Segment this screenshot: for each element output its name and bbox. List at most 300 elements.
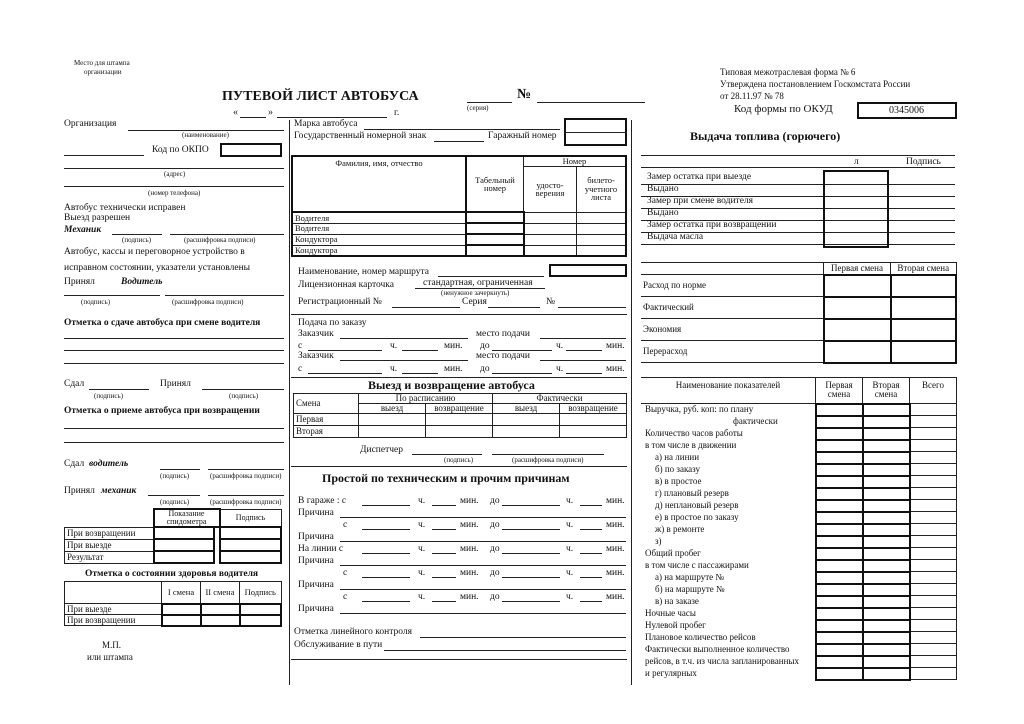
liter-header: л bbox=[854, 157, 859, 167]
to-label: до bbox=[490, 544, 500, 554]
indicator-label: Выручка, руб. коп: по плану bbox=[641, 404, 816, 416]
indicator-cell[interactable] bbox=[816, 512, 863, 524]
fuel-row-label: Выдано bbox=[647, 184, 679, 194]
series-line[interactable] bbox=[467, 102, 512, 103]
health-cell[interactable] bbox=[240, 615, 282, 626]
crew-cell[interactable] bbox=[577, 223, 627, 234]
indicator-cell[interactable] bbox=[863, 608, 910, 620]
good-state-text: исправном состоянии, указатели установлены bbox=[64, 263, 251, 273]
cons-cell[interactable] bbox=[824, 341, 891, 363]
indicator-cell[interactable] bbox=[910, 536, 957, 548]
reason-line[interactable] bbox=[340, 517, 626, 518]
ticket-header: билето-учетного листа bbox=[577, 166, 627, 212]
dispatcher-label: Диспетчер bbox=[360, 445, 403, 455]
indicator-cell[interactable] bbox=[910, 608, 957, 620]
series-label: Серия bbox=[462, 297, 487, 307]
indicator-cell[interactable] bbox=[863, 512, 910, 524]
to-label: до bbox=[490, 520, 500, 530]
indicator-cell[interactable] bbox=[910, 584, 957, 596]
indicator-cell[interactable] bbox=[910, 620, 957, 632]
h-label: ч. bbox=[566, 592, 574, 602]
crew-cell[interactable] bbox=[524, 245, 577, 256]
indicator-cell[interactable] bbox=[910, 452, 957, 464]
indicator-cell[interactable] bbox=[910, 548, 957, 560]
indicator-row bbox=[641, 512, 957, 524]
indicator-cell[interactable] bbox=[910, 416, 957, 428]
reason-label: Причина bbox=[298, 532, 334, 542]
downtime-from-label: На линии с bbox=[298, 544, 344, 554]
departure-table bbox=[293, 393, 627, 438]
crew-cell[interactable] bbox=[577, 245, 627, 256]
indicator-cell[interactable] bbox=[910, 632, 957, 644]
downtime-hour-line[interactable] bbox=[432, 505, 456, 506]
h-label: ч. bbox=[418, 592, 426, 602]
downtime-hour-line[interactable] bbox=[432, 577, 456, 578]
min-label: мин. bbox=[606, 341, 625, 351]
health-row-label: При возвращении bbox=[65, 615, 162, 626]
took-label: Принял bbox=[160, 379, 191, 389]
customer-line[interactable] bbox=[340, 360, 468, 361]
indicator-cell[interactable] bbox=[863, 668, 910, 680]
indicator-cell[interactable] bbox=[910, 500, 957, 512]
cons-cell[interactable] bbox=[891, 297, 957, 319]
indicator-cell[interactable] bbox=[910, 560, 957, 572]
indicator-cell[interactable] bbox=[910, 488, 957, 500]
crew-cell[interactable] bbox=[577, 212, 627, 223]
shift1-header: Первая смена bbox=[824, 263, 891, 275]
route-box[interactable] bbox=[549, 264, 627, 277]
indicator-cell[interactable] bbox=[910, 476, 957, 488]
h-label: ч. bbox=[556, 341, 564, 351]
indicators-table bbox=[641, 377, 957, 681]
indicator-cell[interactable] bbox=[816, 440, 863, 452]
reason-label: Причина bbox=[298, 508, 334, 518]
indicator-cell[interactable] bbox=[816, 452, 863, 464]
departure-cell[interactable] bbox=[493, 426, 560, 438]
h-label: ч. bbox=[556, 364, 564, 374]
order-from-date-line[interactable] bbox=[308, 373, 382, 374]
mechanic-sign-line[interactable] bbox=[112, 234, 162, 235]
order-to-hour-line[interactable] bbox=[566, 373, 602, 374]
mech-return-sign-line[interactable] bbox=[148, 495, 200, 496]
handover-title: Отметка о сдаче автобуса при смене водителя bbox=[64, 318, 261, 328]
speedo-cell[interactable] bbox=[154, 527, 214, 539]
indicator-cell[interactable] bbox=[863, 416, 910, 428]
indicator-label: а) на маршруте № bbox=[641, 572, 816, 584]
departure-cell[interactable] bbox=[426, 426, 493, 438]
crew-table bbox=[291, 155, 627, 257]
driver-decode-line[interactable] bbox=[165, 295, 284, 296]
indicators-shift1-header: Первая смена bbox=[816, 378, 863, 404]
to-label: до bbox=[490, 496, 500, 506]
okud-code-box bbox=[857, 102, 957, 119]
indicator-cell[interactable] bbox=[910, 572, 957, 584]
column-divider bbox=[289, 120, 290, 685]
indicator-row bbox=[641, 560, 957, 572]
indicator-row bbox=[641, 548, 957, 560]
line-control-line[interactable] bbox=[420, 637, 626, 638]
speedo-sign-cell[interactable] bbox=[220, 551, 282, 563]
order-to-date-line[interactable] bbox=[492, 373, 552, 374]
downtime-to-date-line[interactable] bbox=[502, 505, 560, 506]
mechanic-decode-line[interactable] bbox=[170, 234, 284, 235]
indicator-row bbox=[641, 656, 957, 668]
downtime-date-line[interactable] bbox=[362, 553, 410, 554]
indicator-row bbox=[641, 608, 957, 620]
indicator-cell[interactable] bbox=[816, 524, 863, 536]
series-hint: (серия) bbox=[467, 104, 489, 112]
health-cell[interactable] bbox=[162, 604, 201, 615]
downtime-hour-line[interactable] bbox=[432, 553, 456, 554]
stamp-org-label: организации bbox=[84, 68, 122, 76]
indicator-cell[interactable] bbox=[863, 500, 910, 512]
driver-return-sign-line[interactable] bbox=[160, 469, 200, 470]
fuel-row-line bbox=[641, 244, 955, 245]
h-label: ч. bbox=[418, 568, 426, 578]
downtime-to-hour-line[interactable] bbox=[580, 577, 602, 578]
indicator-cell[interactable] bbox=[863, 464, 910, 476]
crew-cell[interactable] bbox=[466, 245, 524, 256]
indicator-cell[interactable] bbox=[816, 476, 863, 488]
min-label: мин. bbox=[606, 568, 625, 578]
indicator-label: фактически bbox=[641, 416, 816, 428]
to-label: до bbox=[490, 568, 500, 578]
return-line[interactable] bbox=[64, 442, 284, 443]
cons-cell[interactable] bbox=[824, 275, 891, 297]
indicator-cell[interactable] bbox=[863, 488, 910, 500]
indicator-cell[interactable] bbox=[816, 656, 863, 668]
okpo-line[interactable] bbox=[64, 155, 144, 156]
okud-code: 0345006 bbox=[889, 105, 924, 116]
indicator-cell[interactable] bbox=[910, 428, 957, 440]
indicator-row bbox=[641, 668, 957, 680]
driver-sign-line[interactable] bbox=[64, 295, 160, 296]
customer-label: Заказчик bbox=[298, 329, 334, 339]
shift2-header: Вторая смена bbox=[891, 263, 957, 275]
approved-date: от 28.11.97 № 78 bbox=[720, 91, 784, 101]
phone-line[interactable] bbox=[64, 186, 284, 187]
health-cell[interactable] bbox=[201, 615, 240, 626]
downtime-date-line[interactable] bbox=[362, 529, 410, 530]
indicator-cell[interactable] bbox=[816, 644, 863, 656]
shift-row-label: Вторая bbox=[294, 426, 359, 438]
indicator-cell[interactable] bbox=[863, 548, 910, 560]
downtime-date-line[interactable] bbox=[362, 505, 410, 506]
downtime-date-line[interactable] bbox=[362, 601, 410, 602]
ret-header: возвращение bbox=[560, 404, 627, 414]
okud-label: Код формы по ОКУД bbox=[734, 103, 833, 115]
indicator-cell[interactable] bbox=[816, 548, 863, 560]
indicator-cell[interactable] bbox=[910, 464, 957, 476]
indicator-cell[interactable] bbox=[816, 536, 863, 548]
reg-sign-line[interactable] bbox=[434, 141, 484, 142]
shift-row-label: Первая bbox=[294, 414, 359, 426]
decode-hint: (расшифровка подписи) bbox=[512, 456, 584, 464]
organization-label: Организация bbox=[64, 119, 117, 129]
okpo-box[interactable] bbox=[220, 143, 282, 157]
indicator-cell[interactable] bbox=[910, 524, 957, 536]
handover-line[interactable] bbox=[64, 363, 284, 364]
handover-line[interactable] bbox=[64, 338, 284, 339]
sign-hint: (подпись) bbox=[444, 456, 474, 464]
indicator-cell[interactable] bbox=[910, 404, 957, 416]
h-label: ч. bbox=[390, 364, 398, 374]
reason-line[interactable] bbox=[340, 541, 626, 542]
downtime-to-date-line[interactable] bbox=[502, 553, 560, 554]
no-line[interactable] bbox=[558, 307, 626, 308]
departure-cell[interactable] bbox=[560, 426, 627, 438]
order-from-hour-line[interactable] bbox=[402, 373, 438, 374]
indicator-cell[interactable] bbox=[863, 644, 910, 656]
dispatcher-decode-line[interactable] bbox=[492, 454, 604, 455]
indicator-cell[interactable] bbox=[863, 452, 910, 464]
address-line[interactable] bbox=[64, 168, 284, 169]
min-label: мин. bbox=[460, 592, 479, 602]
indicator-cell[interactable] bbox=[863, 572, 910, 584]
tab-number-header: Табельный номер bbox=[466, 156, 524, 212]
indicator-cell[interactable] bbox=[910, 656, 957, 668]
h-label: ч. bbox=[418, 544, 426, 554]
dispatcher-sign-line[interactable] bbox=[412, 454, 482, 455]
indicator-cell[interactable] bbox=[816, 668, 863, 680]
crew-cell[interactable] bbox=[466, 234, 524, 245]
indicator-cell[interactable] bbox=[816, 560, 863, 572]
cons-row-label: Перерасход bbox=[641, 341, 824, 363]
indicator-label: а) на линии bbox=[641, 452, 816, 464]
indicator-cell[interactable] bbox=[863, 524, 910, 536]
health-cell[interactable] bbox=[201, 604, 240, 615]
speedo-row-label: При выезде bbox=[65, 539, 154, 551]
cons-cell[interactable] bbox=[824, 297, 891, 319]
min-label: мин. bbox=[606, 520, 625, 530]
driver-return-decode-line[interactable] bbox=[208, 469, 284, 470]
indicator-cell[interactable] bbox=[863, 584, 910, 596]
month-line[interactable] bbox=[277, 117, 387, 118]
departure-cell[interactable] bbox=[493, 414, 560, 426]
speedometer-table bbox=[64, 508, 282, 564]
license-label: Лицензионная карточка bbox=[298, 280, 394, 290]
indicator-cell[interactable] bbox=[863, 560, 910, 572]
took-sign-line[interactable] bbox=[202, 389, 284, 390]
departure-cell[interactable] bbox=[560, 414, 627, 426]
page-title: ПУТЕВОЙ ЛИСТ АВТОБУСА bbox=[222, 89, 419, 104]
year-suffix: г. bbox=[394, 108, 400, 118]
departure-cell[interactable] bbox=[426, 414, 493, 426]
series-line[interactable] bbox=[488, 307, 540, 308]
indicator-row bbox=[641, 476, 957, 488]
from-label: с bbox=[298, 364, 303, 374]
crew-cell[interactable] bbox=[577, 234, 627, 245]
indicator-cell[interactable] bbox=[863, 440, 910, 452]
speedo-sign-cell[interactable] bbox=[220, 539, 282, 551]
indicator-label: Общий пробег bbox=[641, 548, 816, 560]
shift-header: Смена bbox=[294, 394, 359, 414]
cons-cell[interactable] bbox=[891, 319, 957, 341]
speedo-row-label: Результат bbox=[65, 551, 154, 563]
crew-cell[interactable] bbox=[524, 223, 577, 234]
cons-cell[interactable] bbox=[824, 319, 891, 341]
departure-cell[interactable] bbox=[359, 426, 426, 438]
h-label: ч. bbox=[566, 544, 574, 554]
downtime-date-line[interactable] bbox=[362, 577, 410, 578]
fuel-liter-box[interactable] bbox=[823, 170, 889, 248]
downtime-to-hour-line[interactable] bbox=[580, 553, 602, 554]
indicator-row bbox=[641, 536, 957, 548]
reason-line[interactable] bbox=[340, 613, 626, 614]
indicator-cell[interactable] bbox=[816, 500, 863, 512]
reason-line[interactable] bbox=[340, 565, 626, 566]
bus-make-label: Марка автобуса bbox=[294, 119, 358, 129]
indicator-cell[interactable] bbox=[816, 416, 863, 428]
health-cell[interactable] bbox=[162, 615, 201, 626]
indicator-cell[interactable] bbox=[816, 404, 863, 416]
reg-sign-label: Государственный номерной знак bbox=[294, 131, 427, 141]
out-header: выезд bbox=[359, 404, 426, 414]
devices-text: Автобус, кассы и переговорное устройство в bbox=[64, 247, 245, 257]
fio-header: Фамилия, имя, отчество bbox=[292, 156, 466, 212]
crew-cell[interactable] bbox=[524, 234, 577, 245]
indicator-label: г) плановый резерв bbox=[641, 488, 816, 500]
return-line[interactable] bbox=[64, 428, 284, 429]
place-line[interactable] bbox=[540, 338, 626, 339]
indicator-cell[interactable] bbox=[816, 572, 863, 584]
service-line[interactable] bbox=[384, 650, 626, 651]
indicator-cell[interactable] bbox=[816, 428, 863, 440]
indicator-cell[interactable] bbox=[910, 644, 957, 656]
stamp-place-label: Место для штампа bbox=[74, 59, 130, 67]
h-label: ч. bbox=[418, 496, 426, 506]
crew-cell[interactable] bbox=[524, 212, 577, 223]
min-label: мин. bbox=[460, 496, 479, 506]
handover-line[interactable] bbox=[64, 350, 284, 351]
indicators-name-header: Наименование показателей bbox=[641, 378, 816, 404]
indicators-total-header: Всего bbox=[910, 378, 957, 404]
indicator-label: д) неплановый резерв bbox=[641, 500, 816, 512]
indicator-cell[interactable] bbox=[863, 596, 910, 608]
downtime-hour-line[interactable] bbox=[432, 601, 456, 602]
downtime-to-date-line[interactable] bbox=[502, 577, 560, 578]
place-label: место подачи bbox=[476, 329, 530, 339]
downtime-to-hour-line[interactable] bbox=[580, 505, 602, 506]
min-label: мин. bbox=[460, 520, 479, 530]
speedo-sign-cell[interactable] bbox=[220, 527, 282, 539]
indicator-label: ж) в ремонте bbox=[641, 524, 816, 536]
indicator-row bbox=[641, 440, 957, 452]
reg-no-line[interactable] bbox=[392, 307, 460, 308]
indicator-cell[interactable] bbox=[816, 488, 863, 500]
downtime-to-date-line[interactable] bbox=[502, 529, 560, 530]
indicator-cell[interactable] bbox=[910, 668, 957, 680]
downtime-hour-line[interactable] bbox=[432, 529, 456, 530]
indicator-label: Фактически выполненное количество bbox=[641, 644, 816, 656]
indicator-cell[interactable] bbox=[816, 608, 863, 620]
indicator-cell[interactable] bbox=[816, 620, 863, 632]
health-cell[interactable] bbox=[240, 604, 282, 615]
indicator-cell[interactable] bbox=[816, 596, 863, 608]
sign-hint: (подпись) bbox=[122, 236, 152, 244]
indicator-cell[interactable] bbox=[863, 620, 910, 632]
departure-cell[interactable] bbox=[359, 414, 426, 426]
indicator-cell[interactable] bbox=[863, 476, 910, 488]
indicator-cell[interactable] bbox=[863, 536, 910, 548]
cons-cell[interactable] bbox=[891, 275, 957, 297]
h-label: ч. bbox=[566, 496, 574, 506]
waybill-number-line[interactable] bbox=[537, 102, 645, 103]
customer-line[interactable] bbox=[340, 338, 468, 339]
downtime-to-hour-line[interactable] bbox=[580, 601, 602, 602]
speedo-cell[interactable] bbox=[154, 551, 214, 563]
approved-by: Утверждена постановлением Госкомстата России bbox=[720, 79, 911, 89]
crew-cell[interactable] bbox=[466, 223, 524, 234]
indicator-label: Ночные часы bbox=[641, 608, 816, 620]
bus-make-line[interactable] bbox=[364, 129, 560, 130]
ret-header: возвращение bbox=[426, 404, 493, 414]
place-line[interactable] bbox=[540, 360, 626, 361]
indicator-row bbox=[641, 416, 957, 428]
indicator-row bbox=[641, 620, 957, 632]
crew-cell[interactable] bbox=[466, 212, 524, 223]
speedo-cell[interactable] bbox=[154, 539, 214, 551]
route-line[interactable] bbox=[438, 276, 544, 277]
indicator-cell[interactable] bbox=[863, 632, 910, 644]
indicator-row bbox=[641, 452, 957, 464]
column-divider bbox=[631, 120, 632, 685]
date-open-quote: « bbox=[233, 107, 238, 118]
bus-ok-text: Автобус технически исправен bbox=[64, 203, 186, 213]
health-title: Отметка о состоянии здоровья водителя bbox=[85, 569, 259, 579]
indicator-label: Количество часов работы bbox=[641, 428, 816, 440]
indicator-cell[interactable] bbox=[816, 464, 863, 476]
downtime-to-date-line[interactable] bbox=[502, 601, 560, 602]
mech-return-decode-line[interactable] bbox=[208, 495, 284, 496]
indicator-cell[interactable] bbox=[816, 584, 863, 596]
fuel-row-line bbox=[641, 208, 955, 209]
form-type: Типовая межотраслевая форма № 6 bbox=[720, 67, 856, 77]
indicator-label: и регулярных bbox=[641, 668, 816, 680]
indicator-cell[interactable] bbox=[863, 656, 910, 668]
order-from-hour-line[interactable] bbox=[402, 350, 438, 351]
downtime-from-label: В гараже : с bbox=[298, 496, 347, 506]
speedo-row-label: При возвращении bbox=[65, 527, 154, 539]
indicator-cell[interactable] bbox=[863, 428, 910, 440]
indicator-row bbox=[641, 428, 957, 440]
decode-hint: (расшифровка подписи) bbox=[184, 236, 256, 244]
indicator-row bbox=[641, 464, 957, 476]
gave-sign-line[interactable] bbox=[89, 389, 149, 390]
health-table bbox=[64, 581, 282, 627]
order-to-hour-line[interactable] bbox=[566, 350, 602, 351]
garage-num-label: Гаражный номер bbox=[488, 131, 557, 141]
health-row-label: При выезде bbox=[65, 604, 162, 615]
day-line[interactable] bbox=[240, 117, 266, 118]
speedo-sign-header: Подпись bbox=[220, 509, 282, 527]
out-header: выезд bbox=[493, 404, 560, 414]
or-stamp-label: или штампа bbox=[87, 652, 133, 662]
number-sign: № bbox=[517, 87, 532, 102]
sign-hint: (подпись) bbox=[94, 392, 124, 400]
reason-line[interactable] bbox=[340, 589, 626, 590]
sign-hint: (подпись) bbox=[160, 472, 190, 480]
indicator-cell[interactable] bbox=[910, 596, 957, 608]
indicator-cell[interactable] bbox=[910, 440, 957, 452]
downtime-to-hour-line[interactable] bbox=[580, 529, 602, 530]
cons-cell[interactable] bbox=[891, 341, 957, 363]
indicator-cell[interactable] bbox=[910, 512, 957, 524]
indicator-cell[interactable] bbox=[863, 404, 910, 416]
place-label: место подачи bbox=[476, 351, 530, 361]
indicator-row bbox=[641, 584, 957, 596]
indicator-cell[interactable] bbox=[816, 632, 863, 644]
